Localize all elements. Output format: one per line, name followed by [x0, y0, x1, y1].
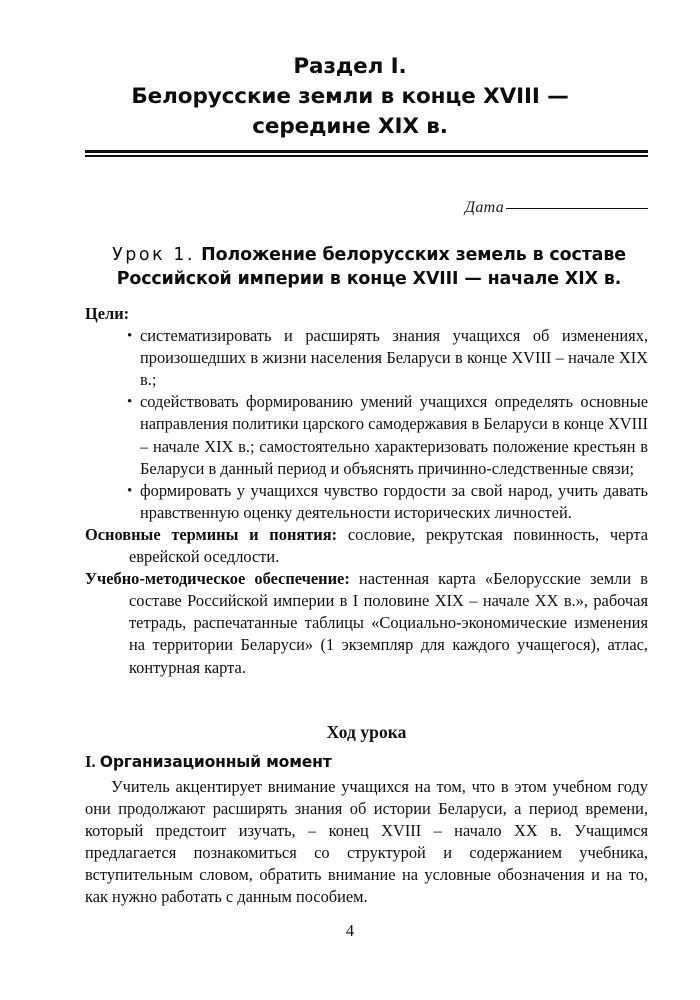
- terms-label: Основные термины и понятия:: [85, 524, 338, 544]
- stage-paragraph: Учитель акцентирует внимание учащихся на том, что в этом учебном году они продолжают расширять знания об истории Беларуси, а период времени, который предстоит изучать, – конец XVIII – начало XX в. Учащимся предлагается познакомиться со структурой и содержанием учебника, вступительным словом, обратить внимание на условные обозначения и на то, как нужно работать с данным пособием.: [85, 777, 648, 907]
- stage-number: I.: [85, 752, 96, 771]
- goals-label: [85, 303, 648, 325]
- lesson-title-line-2: Российской империи в конце XVIII — начале XIX в.: [116, 269, 622, 289]
- goal-text: систематизировать и расширять знания учащихся об изменениях, произошедших в жизни населения Беларуси в конце XVIII – начале XIX в.;: [140, 326, 648, 390]
- divider-thin-rule: [85, 155, 648, 157]
- materials-paragraph: [85, 568, 648, 678]
- section-header: [52, 52, 648, 142]
- terms-text: сословие, рекрутская повинность, черта еврейской оседлости.: [129, 524, 648, 567]
- lesson-title: [108, 243, 630, 291]
- date-field: [85, 199, 648, 217]
- materials-text: настенная карта «Белорусские земли в составе Российской империи в I половине XIX – начале XX в.», рабочая тетрадь, распечатанные таблицы «Социально-экономические изменения на территории Беларуси» (1 экземпляр для каждого учащегося), атлас, контурная карта.: [129, 569, 648, 677]
- terms-paragraph: [85, 524, 648, 568]
- goal-text: формировать у учащихся чувство гордости за свой народ, учить давать нравственную оценку деятельности исторических личностей.: [140, 480, 648, 522]
- section-header-line-1: Раздел I.: [293, 54, 407, 79]
- list-item: [85, 480, 648, 524]
- header-divider: [85, 150, 648, 157]
- goals-list: [85, 325, 648, 524]
- list-item: [85, 391, 648, 479]
- date-label: Дата: [464, 199, 504, 216]
- stage-body: [85, 776, 648, 909]
- stage-name: Организационный момент: [99, 753, 332, 771]
- lesson-number-label: Урок 1.: [112, 245, 196, 265]
- goals-label-text: Цели:: [85, 304, 130, 323]
- lesson-title-line-1: Положение белорусских земель в составе: [201, 245, 626, 265]
- page-number: 4: [345, 921, 355, 940]
- bullet-icon: •: [127, 482, 133, 499]
- section-header-line-2: Белорусские земли в конце XVIII —: [131, 84, 569, 109]
- section-header-line-3: середине XIX в.: [252, 114, 448, 139]
- bullet-icon: •: [127, 328, 133, 345]
- lesson-body: [85, 303, 648, 679]
- stage-heading: [85, 752, 648, 772]
- bullet-icon: •: [127, 394, 133, 411]
- course-title: Ход урока: [326, 722, 407, 742]
- list-item: [85, 325, 648, 391]
- goal-text: содействовать формированию умений учащихся определять основные направления политики царского самодержавия в Беларуси в конце XVIII – начале XIX в.; самостоятельно характеризовать положение крестьян в Беларуси в данный период и объяснять причинно-следственные связи;: [140, 392, 648, 478]
- date-input-blank[interactable]: [506, 208, 648, 209]
- materials-label: Учебно-методическое обеспечение:: [85, 569, 350, 589]
